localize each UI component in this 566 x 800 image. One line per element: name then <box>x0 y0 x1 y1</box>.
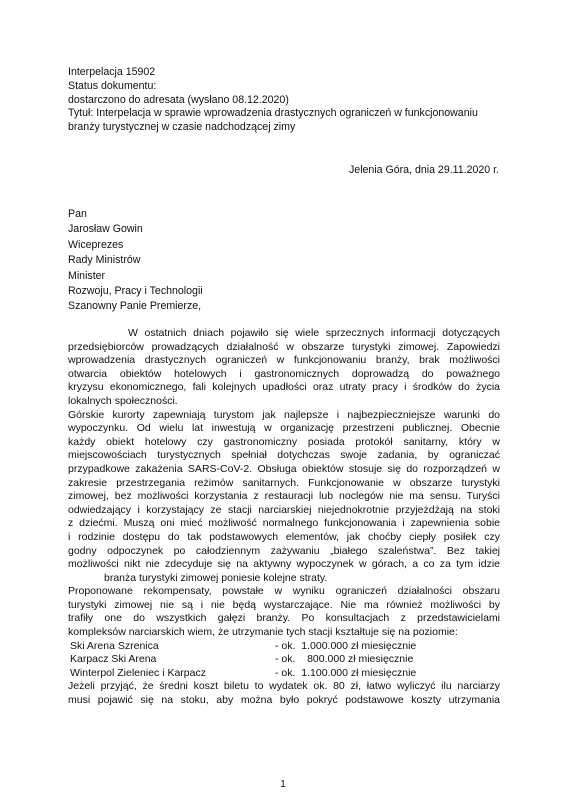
body-line: W ostatnich dniach pojawiło się wiele sprzecznych informacji dotyczących <box>128 327 500 339</box>
cost-amount: - ok. 1.100.000 zł miesięcznie <box>275 666 417 679</box>
recipient-line: Wiceprezes <box>68 238 124 251</box>
recipient-line: Minister <box>68 269 106 282</box>
ski-resort-name: Ski Arena Szrenica <box>70 639 159 652</box>
body-line: możliwości nikt nie zdecyduje się na aktywny wypoczynek w górach, a co za tym idzie <box>68 558 500 571</box>
ski-resort-name: Karpacz Ski Arena <box>70 653 157 666</box>
greeting: Szanowny Panie Premierze, <box>68 300 202 312</box>
body-line: otwarcia obiektów hotelowych i gastronomicznych doprowadzą do poważnego <box>68 367 500 380</box>
body-line: przedsiębiorców prowadzących działalność w obszarze turystyki zimowej. Zapowiedzi <box>68 340 500 353</box>
body-line: odwiedzający i korzystający ze stacji narciarskiej niejednokrotnie przyjeżdżają na stoki <box>68 503 500 516</box>
body-line: kompleksów narciarskich wiem, że utrzymanie tych stacji kształtuje się na poziomie: <box>68 626 458 639</box>
status-value: dostarczono do adresata (wysłano 08.12.2020) <box>68 93 289 106</box>
recipient-line: Pan <box>68 208 87 220</box>
paragraph <box>68 409 500 586</box>
recipient-block <box>68 207 203 299</box>
body-line: godny odpoczynek po całodziennym zażywaniu „białego szaleństwa”. Bez takiej <box>68 544 500 557</box>
body-line: przypadkowe zakażenia SARS-CoV-2. Obsługa obiektów stosuje się do rozporządzeń w <box>68 462 500 475</box>
letter-body <box>68 327 500 708</box>
paragraph <box>68 585 500 639</box>
title-line-1: Tytuł: Interpelacja w sprawie wprowadzenia drastycznych ograniczeń w funkcjonowaniu <box>68 107 478 120</box>
cost-row <box>68 653 500 667</box>
paragraph <box>68 680 500 707</box>
body-line: branża turystyki zimowej poniesie kolejne straty. <box>104 571 328 584</box>
cost-amount: - ok. 1.000.000 zł miesięcznie <box>275 639 417 652</box>
document-header <box>68 66 478 135</box>
body-line: każdy obiekt hotelowy czy gastronomiczny posiada protokół sanitarny, który w <box>68 435 500 448</box>
body-line: miejscowościach turystycznych spełniał dotychczas swoje zadania, by ograniczać <box>68 449 500 462</box>
cost-list <box>68 640 500 681</box>
page-number: 1 <box>280 778 286 790</box>
body-line: zimowej, bez możliwości korzystania z restauracji lub noclegów nie ma sensu. Turyści <box>68 490 500 503</box>
paragraph <box>68 327 500 409</box>
body-line: lokalnych społeczności. <box>68 394 178 407</box>
body-line: kryzysu ekonomicznego, fali kolejnych upadłości oraz utraty pracy i środków do życia <box>68 381 500 394</box>
body-line: i rodzinie dostępu do tak podstawowych elementów, jak choćby ciepły posiłek czy <box>68 530 500 543</box>
recipient-line: Jarosław Gowin <box>68 223 143 236</box>
body-line: wprowadzenia drastycznych ograniczeń w funkcjonowaniu branży, brak możliwości <box>68 354 500 367</box>
recipient-line: Rozwoju, Pracy i Technologii <box>68 285 203 298</box>
body-line: turystyki zimowej nie są i nie będą wystarczające. Nie ma również możliwości by <box>68 598 500 611</box>
cost-row <box>68 667 500 681</box>
body-line: Górskie kurorty zapewniają turystom jak najlepsze i najbezpieczniejsze warunki do <box>68 408 500 421</box>
recipient-line: Rady Ministrów <box>68 254 141 267</box>
cost-row <box>68 640 500 654</box>
body-line: Proponowane rekompensaty, powstałe w wyniku ograniczeń działalności obszaru <box>68 585 500 598</box>
title-line-2: branży turystycznej w czasie nadchodzącej zimy <box>68 121 296 134</box>
cost-amount: - ok. 800.000 zł miesięcznie <box>275 653 414 666</box>
body-line: wypoczynku. Od wielu lat inwestują w organizację przestrzeni publicznej. Obecnie <box>68 422 500 435</box>
body-line: trafiły one do wszystkich gałęzi branży. Po konsultacjach z przedstawicielami <box>68 612 500 625</box>
body-line: z dziećmi. Muszą oni mieć możliwość normalnego funkcjonowania i zapewnienia sobie <box>68 517 500 530</box>
status-label: Status dokumentu: <box>68 79 157 92</box>
body-line: Jeżeli przyjąć, że średni koszt biletu to wydatek ok. 80 zł, łatwo wyliczyć ilu narciarzy <box>68 680 500 693</box>
body-line: musi pojawić się na stoku, aby można było pokryć podstawowe koszty utrzymania <box>68 694 500 707</box>
body-line: zakresie przestrzegania reżimów sanitarnych. Funkcjonowanie w obszarze turystyki <box>68 476 500 489</box>
place-date: Jelenia Góra, dnia 29.11.2020 r. <box>349 164 499 176</box>
ski-resort-name: Winterpol Zieleniec i Karpacz <box>70 666 206 679</box>
interpellation-number: Interpelacja 15902 <box>68 66 156 78</box>
